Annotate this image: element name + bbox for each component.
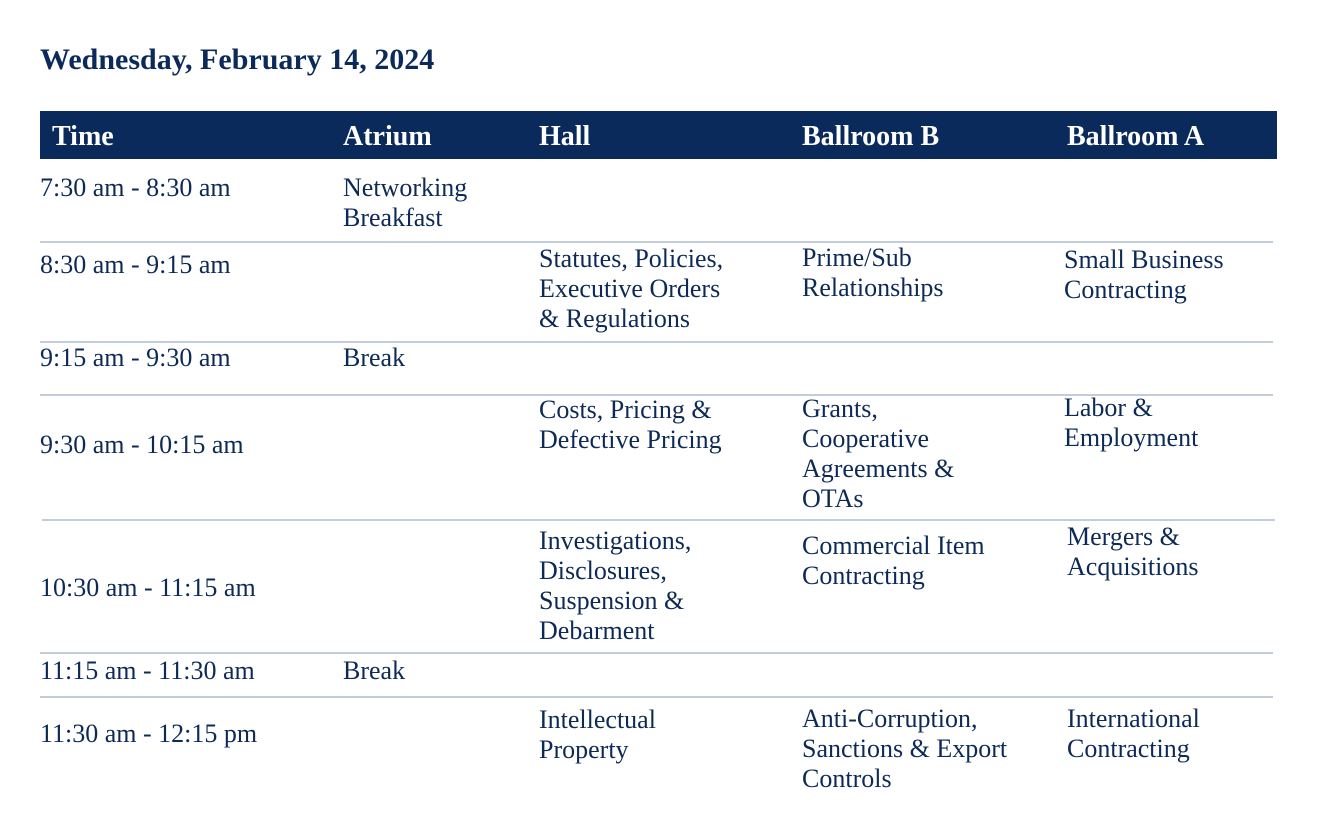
ballroom-a-cell: International Contracting (1067, 704, 1200, 763)
hall-cell: Investigations, Disclosures, Suspension & Debarment (539, 526, 692, 645)
atrium-cell: Networking Breakfast (343, 173, 468, 232)
column-header-ballroom-a: Ballroom A (1067, 121, 1205, 152)
time-cell: 9:15 am - 9:30 am (40, 343, 231, 372)
ballroom-a-cell: Mergers & Acquisitions (1067, 522, 1199, 581)
ballroom-b-cell: Prime/Sub Relationships (802, 243, 944, 302)
row-divider (42, 519, 1275, 521)
hall-cell: Statutes, Policies, Executive Orders & Regulations (539, 244, 724, 333)
column-header-time: Time (52, 121, 114, 152)
time-cell: 7:30 am - 8:30 am (40, 173, 231, 202)
column-header-atrium: Atrium (343, 121, 432, 152)
ballroom-a-cell: Small Business Contracting (1064, 245, 1224, 304)
row-divider (40, 696, 1273, 698)
row-divider (40, 241, 1273, 243)
page-title: Wednesday, February 14, 2024 (40, 43, 435, 76)
row-divider (40, 652, 1273, 654)
time-cell: 10:30 am - 11:15 am (40, 573, 256, 602)
hall-cell: Intellectual Property (539, 705, 656, 764)
time-cell: 11:15 am - 11:30 am (40, 656, 255, 685)
ballroom-b-cell: Commercial Item Contracting (802, 531, 985, 590)
ballroom-b-cell: Anti-Corruption, Sanctions & Export Controls (802, 704, 1008, 793)
column-header-ballroom-b: Ballroom B (802, 121, 940, 152)
time-cell: 8:30 am - 9:15 am (40, 250, 231, 279)
hall-cell: Costs, Pricing & Defective Pricing (539, 395, 722, 454)
time-cell: 11:30 am - 12:15 pm (40, 719, 258, 748)
time-cell: 9:30 am - 10:15 am (40, 430, 244, 459)
atrium-cell: Break (343, 656, 406, 685)
schedule-header (40, 111, 1277, 159)
column-header-hall: Hall (539, 121, 591, 152)
ballroom-b-cell: Grants, Cooperative Agreements & OTAs (802, 394, 955, 513)
ballroom-a-cell: Labor & Employment (1064, 393, 1199, 452)
atrium-cell: Break (343, 343, 406, 372)
